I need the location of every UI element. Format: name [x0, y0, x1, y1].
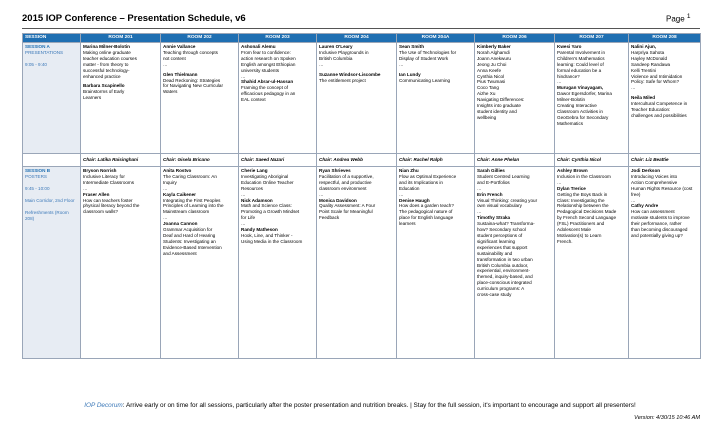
session-line: Kayla Caikener: [163, 191, 196, 197]
session-line: experiential, environment-: [477, 268, 530, 274]
session-line: Inclusive Playgrounds in: [319, 49, 369, 55]
session-line: Using Media in the Classroom: [241, 238, 303, 244]
session-line: Randy Matheson: [241, 227, 278, 233]
session-line: Deaf and Hard of Hearing: [163, 232, 216, 238]
column-header-room: ROOM 208: [629, 34, 701, 43]
session-line: formal education be a: [557, 67, 602, 73]
session-line: …: [163, 185, 168, 191]
session-line: Classroom Activities in: [557, 108, 603, 114]
session-line: Framing the concept of: [241, 85, 288, 91]
session-line: Facilitation of a supportive,: [319, 173, 374, 179]
session-b-cell: [161, 167, 239, 359]
session-b-cell: [239, 167, 317, 359]
session-line: British Columbia: [319, 55, 353, 61]
session-line: Murugan Vinayagam,: [557, 85, 604, 91]
session-line: …: [241, 191, 246, 197]
session-a-cell: [629, 43, 701, 154]
session-b-label: SESSION B POSTERS 9:45 - 10:00 Main Corridor, 2nd Floor Refreshments (Room 208): [23, 167, 81, 359]
session-line: learners: [399, 221, 416, 227]
session-line: Dylan Trerice: [557, 185, 586, 191]
session-line: Sandeep Randawa: [631, 61, 671, 67]
session-line: Pedagogical Decisions Made: [557, 209, 617, 215]
session-line: Integrating the First Peoples: [163, 197, 221, 203]
session-line: cross-case study: [477, 292, 512, 298]
chair-cell: Chair: Saeed Nazari: [239, 154, 317, 167]
session-line: Inclusion in the Classroom: [557, 173, 611, 179]
session-a-cell: [555, 43, 629, 154]
session-line: hindrance?: [557, 73, 580, 79]
session-line: GeoGebra for Secondary: [557, 114, 609, 120]
session-b-cell: [317, 167, 397, 359]
session-line: Children's Mathematics: [557, 55, 605, 61]
session-a-cell: [475, 43, 555, 154]
session-line: Milner-Bolotin: [557, 97, 586, 103]
session-line: Display of Student Work: [399, 55, 449, 61]
session-line: sustainability and: [477, 250, 513, 256]
session-line: Fraser Allen: [83, 191, 110, 197]
session-line: British Columbia outdoor,: [477, 262, 529, 268]
session-line: Sustaina-what? Transforma-: [477, 221, 535, 227]
session-line: Resources: [241, 185, 263, 191]
session-line: Math and Science Class:: [241, 203, 292, 209]
session-line: Intermediate Classrooms: [83, 179, 135, 185]
session-line: Visual Thinking: creating your: [477, 197, 538, 203]
chair-cell: Chair: Rachel Ralph: [397, 154, 475, 167]
session-line: The Caring Classroom: An: [163, 173, 217, 179]
session-line: …: [163, 61, 168, 67]
session-line: Dawor Egersdorfer, Marina: [557, 91, 612, 97]
chair-cell: Chair: Cynthia Nicol: [555, 154, 629, 167]
session-line: matter - from theory to: [83, 61, 129, 67]
session-a-cell: [397, 43, 475, 154]
session-line: …: [477, 185, 482, 191]
session-line: …: [319, 61, 324, 67]
chair-cell: Chair: Liz Beattie: [629, 154, 701, 167]
header-divider: [22, 28, 700, 29]
footer-message: : Arrive early or on time for all sessions, particularly after the poster presentation and nutrition breaks. | Stay for the full session, it's important to encourage and support all presenters!: [122, 402, 636, 409]
session-line: Barbara Scapinello: [83, 83, 125, 89]
column-header-room: ROOM 201: [81, 34, 161, 43]
session-line: Human Rights Resource (cost: [631, 185, 693, 191]
session-line: Violence and Intimidation: [631, 73, 683, 79]
session-line: Grammar Acquisition for: [163, 227, 213, 233]
column-header-room: ROOM 207: [555, 34, 629, 43]
session-line: enhanced practice: [83, 73, 121, 79]
chair-cell: Chair: Andrea Webb: [317, 154, 397, 167]
session-line: Waters: [163, 89, 178, 95]
session-line: Communicating Learning: [399, 77, 451, 83]
column-header-room: ROOM 203: [239, 34, 317, 43]
session-line: …: [83, 185, 88, 191]
session-b-cell: [475, 167, 555, 359]
session-line: Action Comprehensive: [631, 179, 678, 185]
session-line: Evidence-Based Intervention: [163, 244, 222, 250]
session-line: Introducing Voices into: [631, 173, 678, 179]
chairs-row: [23, 154, 701, 167]
session-line: Sean Smith: [399, 44, 425, 49]
session-line: Anna Keefe: [477, 67, 502, 73]
session-line: …: [399, 191, 404, 197]
session-line: Kwesi Yaro: [557, 44, 582, 49]
session-line: Timothy Straka: [477, 215, 511, 221]
session-line: Cathy Andre: [631, 203, 659, 209]
session-line: How can teachers foster: [83, 197, 133, 203]
session-line: …: [557, 179, 562, 185]
session-line: Shahid Abrar-ul-Hassan: [241, 79, 294, 85]
session-line: The Use of Technologies for: [399, 49, 457, 55]
session-line: …: [557, 79, 562, 85]
session-line: not content: [163, 55, 186, 61]
session-line: Hook, Line, and Thinker -: [241, 232, 293, 238]
session-line: wellbeing: [477, 114, 497, 120]
session-line: for Navigating New Curricular: [163, 83, 223, 89]
session-line: transformation in two urban: [477, 256, 533, 262]
session-line: themed, inquiry-based, and: [477, 274, 533, 280]
session-a-cell: [161, 43, 239, 154]
session-line: …: [399, 61, 404, 67]
session-line: efficacious pedagogy in an: [241, 91, 296, 97]
session-line: Education Online Teacher: [241, 179, 294, 185]
column-header-room: ROOM 202: [161, 34, 239, 43]
session-line: Monica Davidson: [319, 197, 357, 203]
session-line: action research on Spoken: [241, 55, 296, 61]
session-line: Teaching through concepts: [163, 49, 218, 55]
session-line: Getting the Boys Back in: [557, 191, 608, 197]
session-line: than becoming discouraged: [631, 227, 688, 233]
session-line: and its Implications in: [399, 179, 443, 185]
session-line: for Life: [241, 215, 256, 221]
session-line: Coco Tang: [477, 85, 499, 91]
session-line: how? Secondary school: [477, 227, 526, 233]
session-line: successful technology-: [83, 67, 130, 73]
session-line: Quality Assessment: A Four: [319, 203, 376, 209]
session-line: Norah Alghamdi: [477, 49, 510, 55]
session-line: Kelli Trentini: [631, 67, 657, 73]
session-b-cell: [555, 167, 629, 359]
session-line: Kimberly Baker: [477, 44, 511, 49]
session-line: Mainstream classroom: [163, 209, 210, 215]
session-line: Parental Involvement in: [557, 49, 606, 55]
session-a-row: [23, 43, 701, 154]
session-b-cell: [397, 167, 475, 359]
session-line: Lauren O'Leary: [319, 44, 353, 49]
session-line: student perceptions of: [477, 232, 523, 238]
session-line: Nalini Ajun,: [631, 44, 657, 49]
session-line: …: [241, 221, 246, 227]
session-line: place-conscious integrated: [477, 280, 532, 286]
session-line: How does a garden teach?: [399, 203, 454, 209]
session-line: From fear to confidence:: [241, 49, 291, 55]
session-line: How can assessment: [631, 209, 675, 215]
session-line: Neila Miled: [631, 95, 655, 101]
session-line: Intercultural Competence in: [631, 101, 688, 107]
session-line: English amongst Ethiopian: [241, 61, 296, 67]
session-line: free): [631, 191, 641, 197]
session-line: …: [477, 209, 482, 215]
session-line: Pius Twumasi: [477, 79, 506, 85]
chair-cell: Chair: Anne Phelan: [475, 154, 555, 167]
session-b-row: [23, 167, 701, 359]
session-line: Principles of Learning into the: [163, 203, 224, 209]
session-line: Mathematics: [557, 120, 584, 126]
chair-cell: Chair: Latika Raisinghani: [81, 154, 161, 167]
session-line: EAL context: [241, 97, 266, 103]
session-line: Adolescent Male: [557, 227, 591, 233]
session-a-cell: [317, 43, 397, 154]
session-line: experiences that support: [477, 244, 528, 250]
session-line: and E-Portfolios: [477, 179, 510, 185]
session-line: Point Scale for Meaningful: [319, 209, 373, 215]
session-line: Insights into graduate: [477, 103, 521, 109]
chair-cell: Chair: Gisela Bricano: [161, 154, 239, 167]
session-line: Aizhe Xu: [477, 91, 496, 97]
session-line: Nick Adamson: [241, 197, 273, 203]
session-line: their performance, rather: [631, 221, 682, 227]
session-b-cell: [629, 167, 701, 359]
session-line: Ashonali Alemu: [241, 44, 276, 49]
session-line: student identity and: [477, 108, 517, 114]
footer-brand: IOP Decorum: [84, 402, 123, 409]
page-title: 2015 IOP Conference – Presentation Schedule, v6: [22, 13, 246, 24]
session-line: Marina Milner-Bolotin: [83, 44, 130, 49]
session-line: Erin French: [477, 191, 503, 197]
session-line: teacher education courses: [83, 55, 137, 61]
session-line: (FSL) Practitioners and: [557, 221, 605, 227]
session-line: challenges and possibilities: [631, 112, 687, 118]
session-line: …: [631, 85, 636, 91]
session-line: Brainstorms of Early: [83, 89, 125, 95]
session-line: Hayley McDonald: [631, 55, 667, 61]
session-line: Promoting a Growth Mindset: [241, 209, 300, 215]
footer-note: [0, 402, 720, 409]
column-header-session: SESSION: [23, 34, 81, 43]
session-line: Students: Investigating an: [163, 238, 216, 244]
session-line: Teacher Education:: [631, 107, 671, 113]
session-line: Feedback: [319, 215, 340, 221]
session-b-cell: [81, 167, 161, 359]
session-line: Inquiry: [163, 179, 177, 185]
session-line: Learners: [83, 95, 102, 101]
session-a-cell: [239, 43, 317, 154]
session-line: Education: [399, 185, 420, 191]
session-line: Cherie Lang: [241, 168, 268, 173]
session-line: Motivation(s) to Learn: [557, 232, 602, 238]
session-line: place for English language: [399, 215, 454, 221]
session-line: Jeong Ju Choi: [477, 61, 507, 67]
session-line: Nian Zhu: [399, 168, 419, 173]
session-line: classroom environment: [319, 185, 367, 191]
chairs-row-label: [23, 154, 81, 167]
session-line: The entitlement project: [319, 77, 366, 83]
session-line: and Assessment: [163, 250, 197, 256]
session-a-cell: [81, 43, 161, 154]
session-line: Navigating Differences:: [477, 97, 525, 103]
session-line: Ashley Brown: [557, 168, 588, 173]
session-line: Student Centred Learning: [477, 173, 530, 179]
session-line: French.: [557, 238, 573, 244]
session-line: learning: Could level of: [557, 61, 604, 67]
session-line: Dead Reckoning: Strategies: [163, 77, 221, 83]
session-line: Cynthia Nicol: [477, 73, 505, 79]
session-line: …: [163, 215, 168, 221]
page-number: Page $^1$: [666, 13, 691, 24]
session-line: Policy: Safe for Whom?: [631, 79, 679, 85]
session-line: Investigating Aboriginal: [241, 173, 289, 179]
session-line: by French Second Language: [557, 215, 616, 221]
session-line: own visual vocabulary: [477, 203, 522, 209]
session-line: physical literacy beyond the: [83, 203, 140, 209]
session-line: Bryson Norrish: [83, 168, 117, 173]
session-line: respectful, and productive: [319, 179, 372, 185]
session-line: curriculum programs: A: [477, 286, 525, 292]
session-line: Making online graduate: [83, 49, 131, 55]
session-line: …: [241, 73, 246, 79]
session-line: Relationship between the: [557, 203, 609, 209]
schedule-table: [22, 33, 701, 359]
session-line: Joanna Cannon: [163, 221, 198, 227]
session-line: Harpriya Sahota: [631, 49, 665, 55]
session-a-label: SESSION A PRESENTATIONS 9:05 - 9:40: [23, 43, 81, 154]
session-line: Ian Lundy: [399, 71, 421, 77]
version-stamp: Version: 4/30/15 10:46 AM: [634, 415, 700, 421]
session-line: Flow as Optimal Experience: [399, 173, 457, 179]
session-line: classroom walls?: [83, 209, 118, 215]
session-line: Sarah Gillies: [477, 168, 505, 173]
session-line: Suzanne Windsor-Liscombe: [319, 71, 381, 77]
column-header-room: ROOM 204: [317, 34, 397, 43]
header-row: [23, 34, 701, 43]
session-line: Inclusive Literacy for: [83, 173, 125, 179]
session-line: Annie Vallance: [163, 44, 196, 49]
session-line: Joann Anekwuru: [477, 55, 511, 61]
session-line: Jodi Derkson: [631, 168, 661, 173]
session-line: Anita Rostvo: [163, 168, 192, 173]
session-line: Creating Interactive: [557, 103, 597, 109]
session-line: …: [631, 197, 636, 203]
session-line: The pedagogical nature of: [399, 209, 453, 215]
session-line: significant learning: [477, 238, 516, 244]
session-line: …: [319, 191, 324, 197]
session-line: and potentially giving up?: [631, 232, 683, 238]
session-line: motivate students to improve: [631, 215, 690, 221]
column-header-room: ROOM 204A: [397, 34, 475, 43]
session-line: Ryan Shrieves: [319, 168, 351, 173]
session-line: university students: [241, 67, 280, 73]
session-line: Denise Haugh: [399, 197, 430, 203]
column-header-room: ROOM 206: [475, 34, 555, 43]
session-line: Glen Thielmann: [163, 71, 198, 77]
session-line: Class: Investigating the: [557, 197, 605, 203]
